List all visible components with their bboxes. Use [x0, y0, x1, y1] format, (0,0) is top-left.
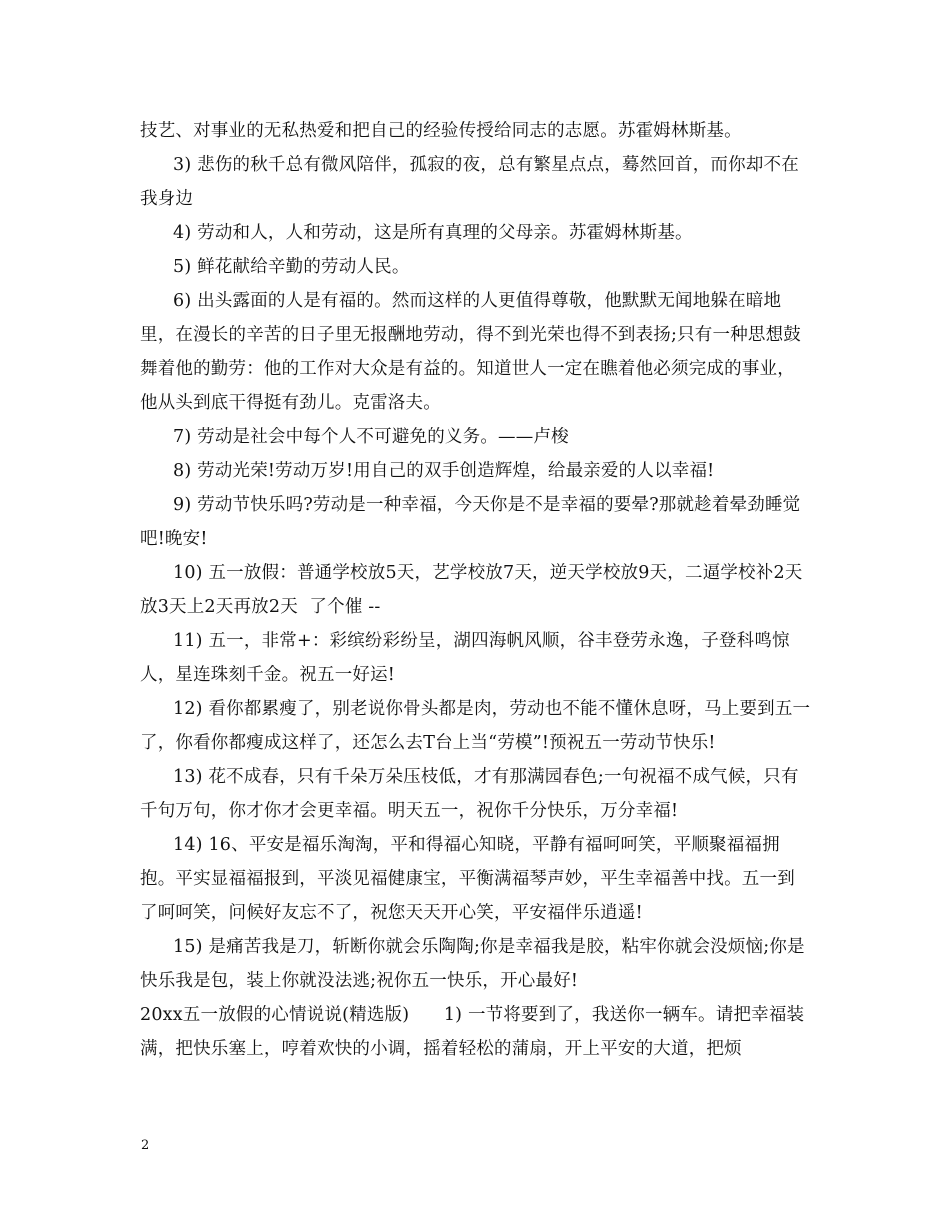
paragraph-14: 14) 16、平安是福乐淘淘，平和得福心知晓，平静有福呵呵笑，平顺聚福福拥抱。平实显福福报到，平淡见福健康宝，平衡满福琴声妙，平生幸福善中找。五一到了呵呵笑，问候好友忘不了，祝您天天开心笑，平安福伴乐逍遥!: [140, 835, 795, 923]
paragraph-15: 15) 是痛苦我是刀，斩断你就会乐陶陶;你是幸福我是胶，粘牢你就会没烦恼;你是快乐我是包，装上你就没法逃;祝你五一快乐，开心最好!: [140, 937, 805, 991]
paragraph-4: 4) 劳动和人，人和劳动，这是所有真理的父母亲。苏霍姆林斯基。: [173, 223, 693, 243]
page-number: 2: [141, 1138, 150, 1153]
paragraph-9: 9) 劳动节快乐吗?劳动是一种幸福，今天你是不是幸福的要晕?那就趁着晕劲睡觉吧!晚安!: [140, 495, 801, 549]
paragraph-5: 5) 鲜花献给辛勤的劳动人民。: [173, 257, 410, 277]
section-heading-paragraph: 20xx五一放假的心情说说(精选版) 1) 一节将要到了，我送你一辆车。请把幸福装满，把快乐塞上，哼着欢快的小调，摇着轻松的蒲扇，开上平安的大道，把烦: [140, 1005, 805, 1059]
paragraph-7: 7) 劳动是社会中每个人不可避免的义务。——卢梭: [173, 427, 569, 447]
paragraph-12: 12) 看你都累瘦了，别老说你骨头都是肉，劳动也不能不懂休息呀，马上要到五一了，你看你都瘦成这样了，还怎么去T台上当“劳模”!预祝五一劳动节快乐!: [140, 699, 811, 753]
paragraph-6: 6) 出头露面的人是有福的。然而这样的人更值得尊敬，他默默无闻地躲在暗地里，在漫长的辛苦的日子里无报酬地劳动，得不到光荣也得不到表扬;只有一种思想鼓舞着他的勤劳：他的工作对大众是有益的。知道世人一定在瞧着他必须完成的事业，他从头到底干得挺有劲儿。克雷洛夫。: [140, 291, 801, 413]
document-body: [140, 114, 812, 1066]
paragraph-10: 10) 五一放假：普通学校放5天，艺学校放7天，逆天学校放9天，二逼学校补2天放3天上2天再放2天 了个催 --: [140, 563, 803, 617]
paragraph-13: 13) 花不成春，只有千朵万朵压枝低，才有那满园春色;一句祝福不成气候，只有千句万句，你才你才会更幸福。明天五一，祝你千分快乐，万分幸福!: [140, 767, 799, 821]
paragraph-8: 8) 劳动光荣!劳动万岁!用自己的双手创造辉煌，给最亲爱的人以幸福!: [173, 461, 715, 481]
paragraph-3: 3) 悲伤的秋千总有微风陪伴，孤寂的夜，总有繁星点点，蓦然回首，而你却不在我身边: [140, 155, 799, 209]
paragraph-0: 技艺、对事业的无私热爱和把自己的经验传授给同志的志愿。苏霍姆林斯基。: [140, 121, 742, 141]
paragraph-11: 11) 五一，非常+：彩缤纷彩纷呈，湖四海帆风顺，谷丰登劳永逸，子登科鸣惊人，星连珠刻千金。祝五一好运!: [140, 631, 790, 685]
